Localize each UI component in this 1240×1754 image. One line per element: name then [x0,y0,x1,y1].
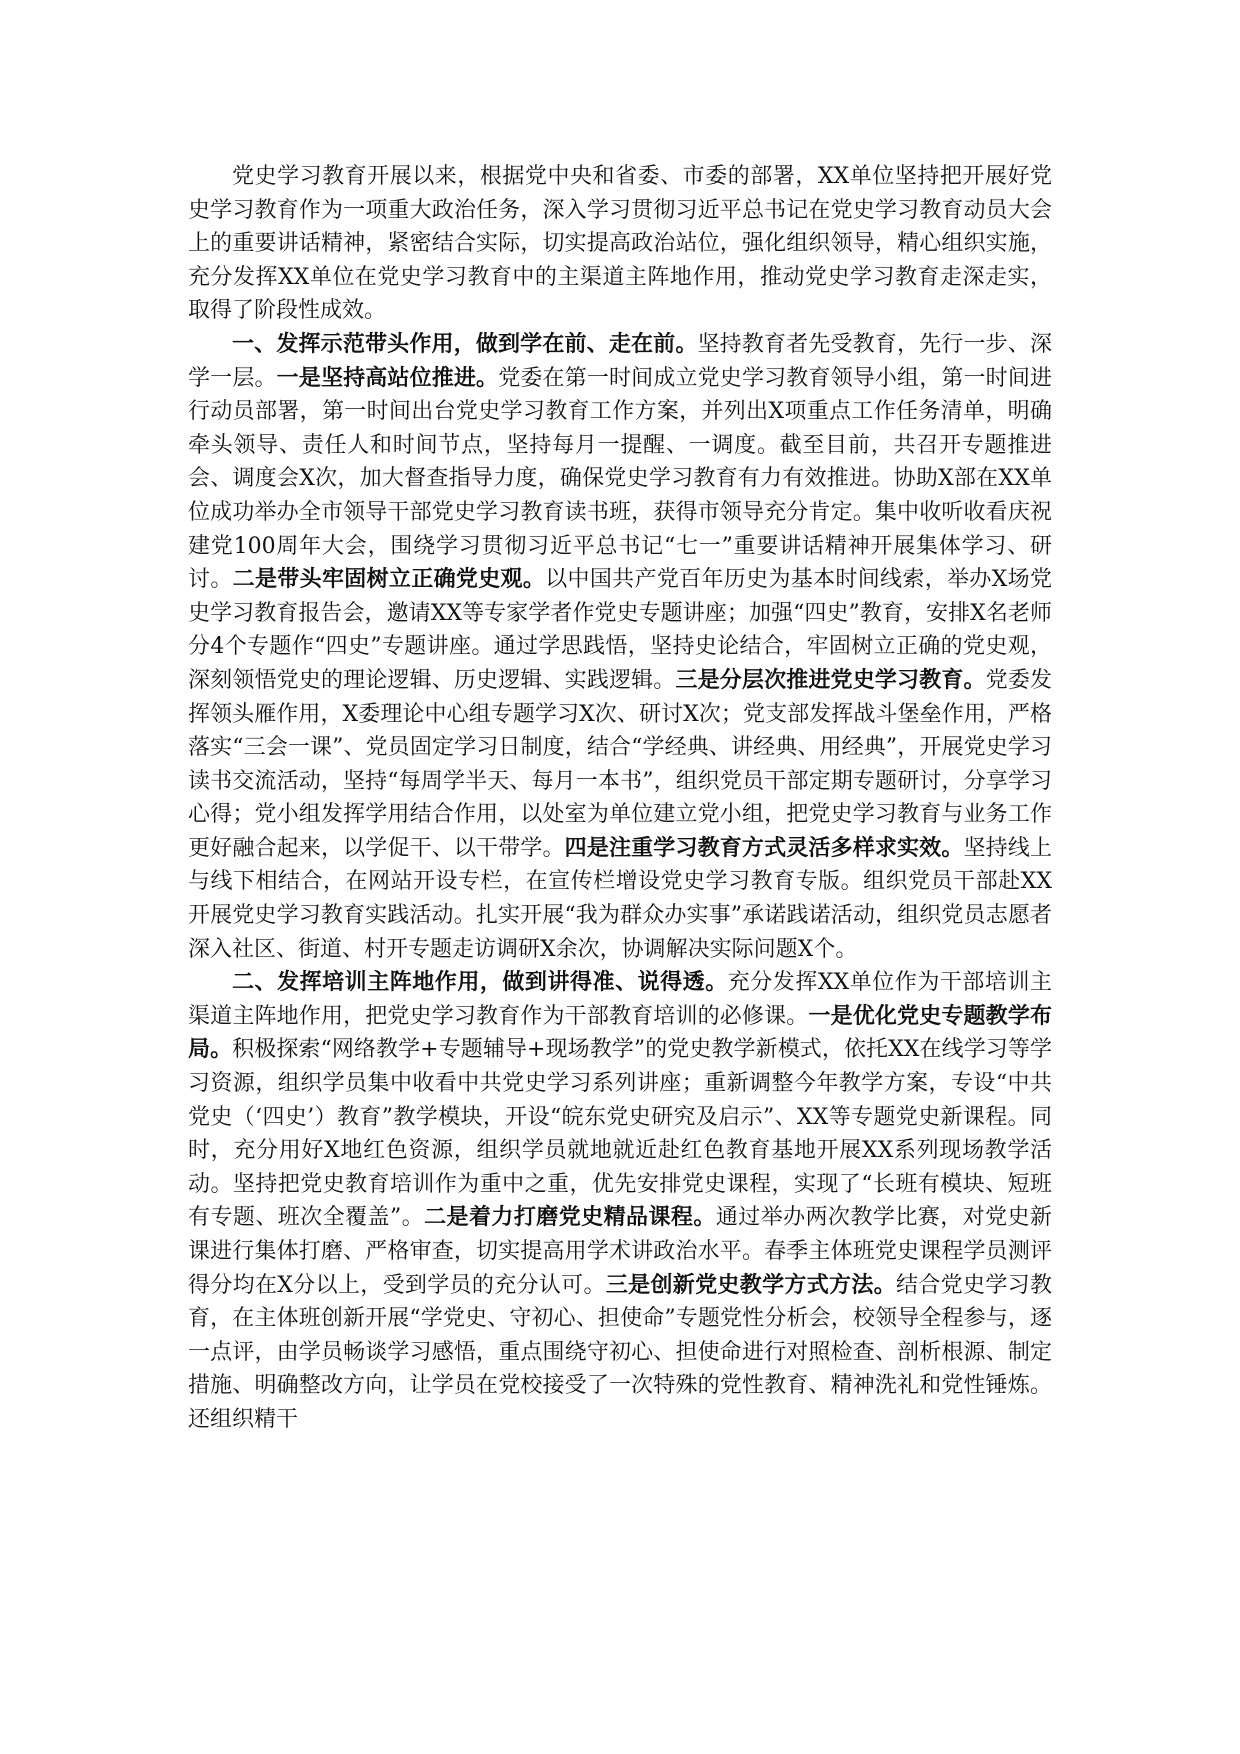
section-1-point-4-title: 四是注重学习教育方式灵活多样求实效。 [564,834,964,861]
section-1-point-1-title: 一是坚持高站位推进。 [276,364,499,391]
section-1-point-2-title: 二是带头牢固树立正确党史观。 [232,566,546,593]
section-1-point-1-text: 党委在第一时间成立党史学习教育领导小组，第一时间进行动员部署，第一时间出台党史学习教育工作方案，并列出X项重点工作任务清单，明确牵头领导、责任人和时间节点，坚持每月一提醒、一调度。截至目前，共召开专题推进会、调度会X次，加大督查指导力度，确保党史学习教育有力有效推进。协助X部在XX单位成功举办全市领导干部党史学习教育读书班，获得市领导充分肯定。集中收听收看庆祝建党100周年大会，围绕学习贯彻习近平总书记“七一”重要讲话精神开展集体学习、研讨。 [188,365,1052,593]
section-2-paragraph [188,966,1052,1436]
section-2-point-1-title: 一是优化党史专题教学布局。 [188,1002,1052,1063]
intro-paragraph [188,160,1052,328]
section-2-point-3-text: 结合党史学习教育，在主体班创新开展“学党史、守初心、担使命”专题党性分析会，校领导全程参与，逐一点评，由学员畅谈学习感悟，重点围绕守初心、担使命进行对照检查、剖析根源、制定措施、明确整改方向，让学员在党校接受了一次特殊的党性教育、精神洗礼和党性锤炼。还组织精干 [188,1272,1052,1432]
section-1-heading: 一、发挥示范带头作用，做到学在前、走在前。 [232,330,698,357]
section-1-point-2-text: 以中国共产党百年历史为基本时间线索，举办X场党史学习教育报告会，邀请XX等专家学者作党史专题讲座；加强“四史”教育，安排X名老师分4个专题作“四史”专题讲座。通过学思践悟，坚持史论结合，牢固树立正确的党史观，深刻领悟党史的理论逻辑、历史逻辑、实践逻辑。 [188,567,1052,693]
section-2-lead: 充分发挥XX单位作为干部培训主渠道主阵地作用，把党史学习教育作为干部教育培训的必修课。 [188,970,1052,1029]
section-1-point-3-title: 三是分层次推进党史学习教育。 [675,666,986,693]
section-1-lead: 坚持教育者先受教育，先行一步、深学一层。 [188,331,1052,391]
section-2-heading: 二、发挥培训主阵地作用，做到讲得准、说得透。 [232,969,728,996]
section-1-point-4-text: 坚持线上与线下相结合，在网站开设专栏，在宣传栏增设党史学习教育专版。组织党员干部赴XX开展党史学习教育实践活动。扎实开展“我为群众办实事”承诺践诺活动，组织党员志愿者深入社区、街道、村开专题走访调研X余次，协调解决实际问题X个。 [188,835,1052,962]
section-1-paragraph [188,328,1052,966]
document-body [188,160,1052,1437]
section-2-point-2-text: 通过举办两次教学比赛，对党史新课进行集体打磨、严格审查，切实提高用学术讲政治水平。春季主体班党史课程学员测评得分均在X分以上，受到学员的充分认可。 [188,1205,1052,1298]
section-2-point-2-title: 二是着力打磨党史精品课程。 [424,1204,716,1231]
section-2-point-3-title: 三是创新党史教学方式方法。 [605,1271,897,1298]
section-1-point-3-text: 党委发挥领头雁作用，X委理论中心组专题学习X次、研讨X次；党支部发挥战斗堡垒作用，严格落实“三会一课”、党员固定学习日制度，结合“学经典、讲经典、用经典”，开展党史学习读书交流活动，坚持“每周学半天、每月一本书”，组织党员干部定期专题研讨，分享学习心得；党小组发挥学用结合作用，以处室为单位建立党小组，把党史学习教育与业务工作更好融合起来，以学促干、以干带学。 [188,667,1052,861]
section-2-point-1-text: 积极探索“网络教学+专题辅导+现场教学”的党史教学新模式，依托XX在线学习等学习资源，组织学员集中收看中共党史学习系列讲座；重新调整今年教学方案，专设“中共党史（‘四史’）教育”教学模块，开设“皖东党史研究及启示”、XX等专题党史新课程。同时，充分用好X地红色资源，组织学员就地就近赴红色教育基地开展XX系列现场教学活动。坚持把党史教育培训作为重中之重，优先安排党史课程，实现了“长班有模块、短班有专题、班次全覆盖”。 [188,1037,1052,1231]
intro-text: 党史学习教育开展以来，根据党中央和省委、市委的部署，XX单位坚持把开展好党史学习教育作为一项重大政治任务，深入学习贯彻习近平总书记在党史学习教育动员大会上的重要讲话精神，紧密结合实际，切实提高政治站位，强化组织领导，精心组织实施，充分发挥XX单位在党史学习教育中的主渠道主阵地作用，推动党史学习教育走深走实，取得了阶段性成效。 [188,164,1052,324]
